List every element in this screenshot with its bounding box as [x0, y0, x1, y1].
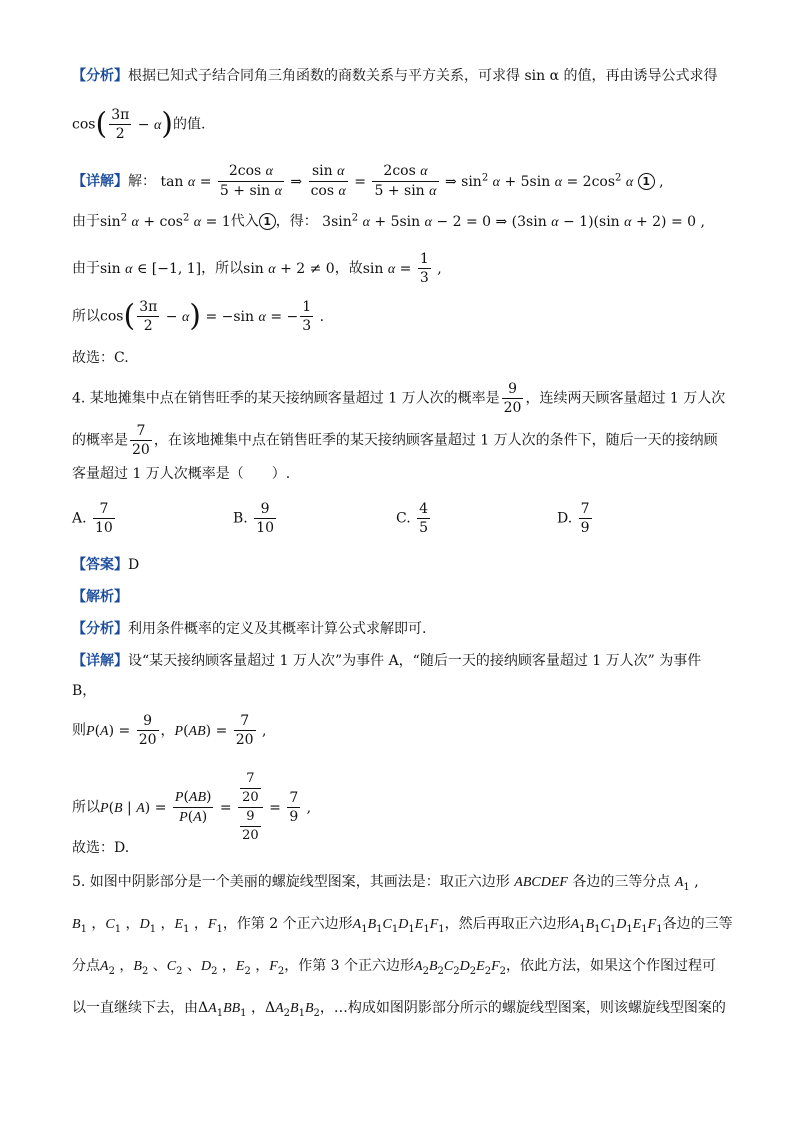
option-label: C. [396, 510, 411, 527]
q5-line4: 以一直继续下去，由$\Delta A_1BB_1$ ，$\Delta A_2B_1B_2$，…构成如图阴影部分所示的螺旋线型图案，则该螺旋线型图案的 [72, 1000, 726, 1019]
circled-one-icon: 1 [259, 213, 276, 230]
q4-choice: 故选：D. [72, 840, 130, 856]
then-prefix: 则 [72, 722, 86, 739]
option-num: 4 [419, 501, 429, 517]
p3-detail-line1 [72, 162, 664, 201]
q5-text-1: 5. 如图中阴影部分是一个美丽的螺旋线型图案，其画法是：取正六边形 [72, 874, 510, 890]
fraction-9-20: $\frac{9}{20}$ [503, 381, 522, 416]
fraction-7-20: $\frac{7}{20}$ [132, 423, 150, 458]
p3-analysis-text: 根据已知式子结合同角三角函数的商数关系与平方关系，可求得 sin α 的值，再由诱导公式求得 [128, 68, 718, 84]
q4-analysis-text: 利用条件概率的定义及其概率计算公式求解即可. [128, 621, 427, 637]
p3-detail-line2: 由于$\sin^2 \alpha + \cos^2 \alpha = 1$代入 1 ，得： $3\sin^2$ α + 5sin α − 2 = 0 ⇒ (3sin α − 1)(sin α + 2) = 0 , [72, 212, 705, 230]
step3-mid: ，所以 [201, 260, 244, 277]
q5-line2: $B_1$ ，$C_1$ ，$D_1$ ，$E_1$ ，$F_1$，作第 2 个正六边形$A_1B_1C_1D_1E_1F_1$，然后再取正六边形$A_1B_1C_1D_1E_1F_1$各边的三等 [72, 916, 733, 935]
option-num: 9 [254, 500, 276, 519]
q4-stem-a: 4. 某地摊集中点在销售旺季的某天接纳顾客量超过 1 万人次的概率是 [72, 390, 500, 407]
q5-text-2c: 各边的三等 [662, 916, 733, 932]
analysis-tag: 【分析】 [72, 68, 128, 84]
q4-stem-line1 [72, 380, 725, 417]
q4-stem-c: 的概率是 [72, 432, 128, 449]
q5-text-2b: ，然后再取正六边形 [444, 916, 571, 932]
q4-answer: D [128, 557, 140, 573]
analysis-tag: 【分析】 [72, 621, 128, 637]
q4-stem-b: ，连续两天顾客量超过 1 万人次 [525, 390, 726, 407]
option-label: A. [72, 510, 87, 527]
step3-prefix: 由于 [72, 260, 100, 277]
p3-detail-line4: 所以cos( $\frac{3\pi}{2}$ − α) = −sin α = − $\frac{1}{3}$ . [72, 298, 325, 334]
q5-text-3b: ，作第 3 个正六边形 [284, 958, 415, 974]
answer-tag: 【答案】 [72, 557, 128, 573]
q4-detail-line2: B， [72, 683, 97, 699]
q4-detail-line4: 所以P(B | A) = $\frac{P(AB)}{P(A)}$ = $\frac{\frac{7}{20}}{\frac{9}{20}}$ = $\frac{7}{9}$ , [72, 771, 312, 843]
option-num: 7 [93, 500, 115, 519]
q5-line1: 5. 如图中阴影部分是一个美丽的螺旋线型图案，其画法是：取正六边形 ABCDEF 各边的三等分点 $A_1$ , [72, 874, 699, 893]
option-den: 10 [256, 520, 275, 536]
p3-analysis-tail: 的值. [173, 116, 206, 133]
step4-prefix: 所以 [72, 308, 100, 325]
q5-text-4a: 以一直继续下去，由 [72, 1000, 198, 1016]
detail-prefix: 解： [128, 173, 156, 190]
step2-mid: 代入 [230, 213, 259, 230]
detail-tag: 【详解】 [72, 653, 128, 669]
q4-detail-line3: 则P(A) = $\frac{9}{20}$ ，P(AB) = $\frac{7}{20}$ , [72, 713, 267, 748]
q5-text-3a: 分点 [72, 958, 100, 974]
option-label: D. [557, 510, 573, 527]
option-den: 9 [580, 520, 590, 536]
circled-one-icon: 1 [638, 173, 655, 190]
q4-explain-tag [72, 587, 128, 607]
step2-mid2: ，得： [275, 213, 318, 230]
q5-line3: 分点$A_2$ ，$B_2$ 、$C_2$ 、$D_2$ ，$E_2$ ，$F_2$，作第 3 个正六边形$A_2B_2C_2D_2E_2F_2$，依此方法，如果这个作图过程可 [72, 958, 717, 977]
q4-stem-line3: 客量超过 1 万人次概率是（ ）. [72, 466, 291, 482]
q4-option-b [233, 500, 278, 537]
p3-choice: 故选：C. [72, 350, 129, 366]
option-num: 7 [580, 501, 590, 517]
option-den: 5 [419, 520, 429, 536]
q4-detail-a: 设“某天接纳顾客量超过 1 万人次”为事件 A，“随后一天的接纳顾客量超过 1 万人次” 为事件 [128, 653, 702, 669]
q5-text-4b: ，…构成如图阴影部分所示的螺旋线型图案，则该螺旋线型图案的 [319, 1000, 726, 1016]
q5-text-3c: ，依此方法，如果这个作图过程可 [506, 958, 717, 974]
detail-tag: 【详解】 [72, 173, 128, 190]
explain-tag: 【解析】 [72, 589, 128, 605]
p3-analysis-line [72, 66, 717, 86]
q5-text-1b: 各边的三等分点 [572, 874, 671, 890]
math-cos: cos [72, 116, 96, 133]
fraction-3pi-over-2: $\frac{3\pi}{2}$ [111, 107, 130, 142]
q4-option-a [72, 500, 117, 537]
step3-mid2: ，故 [334, 260, 363, 277]
q4-answer-line [72, 555, 139, 575]
q4-stem-line2 [72, 422, 718, 459]
option-den: 10 [95, 520, 113, 536]
q4-detail-line1 [72, 651, 701, 671]
math-tan-expression: tan α = $\frac{\text{2cos α}}{\text{5 + sin α}}$ ⇒ $\frac{\text{sin α}}{\text{cos α}}$ = $\frac{\text{2cos α}}{\text{5 + sin α}}$ ⇒ $\sin^2 \alpha + 5\sin$ $\alpha = 2\cos^2$ α 1 , [160, 163, 664, 199]
option-label: B. [233, 510, 248, 527]
q4-analysis-line [72, 619, 426, 639]
step2-prefix: 由于 [72, 213, 100, 230]
so-prefix: 所以 [72, 799, 100, 816]
q4-option-c [396, 500, 432, 537]
q4-stem-d: ，在该地摊集中点在销售旺季的某天接纳顾客量超过 1 万人次的条件下，随后一天的接纳顾 [153, 432, 718, 449]
p3-detail-line3: 由于sin α ∈ [−1, 1]，所以sin α + 2 ≠ 0，故sin α = $\frac{1}{3}$ , [72, 251, 442, 286]
q4-option-d [557, 500, 594, 537]
q5-text-2a: ，作第 2 个正六边形 [222, 916, 353, 932]
p3-analysis-formula: cos( $\frac{3\pi}{2}$ − α)的值. [72, 106, 206, 142]
